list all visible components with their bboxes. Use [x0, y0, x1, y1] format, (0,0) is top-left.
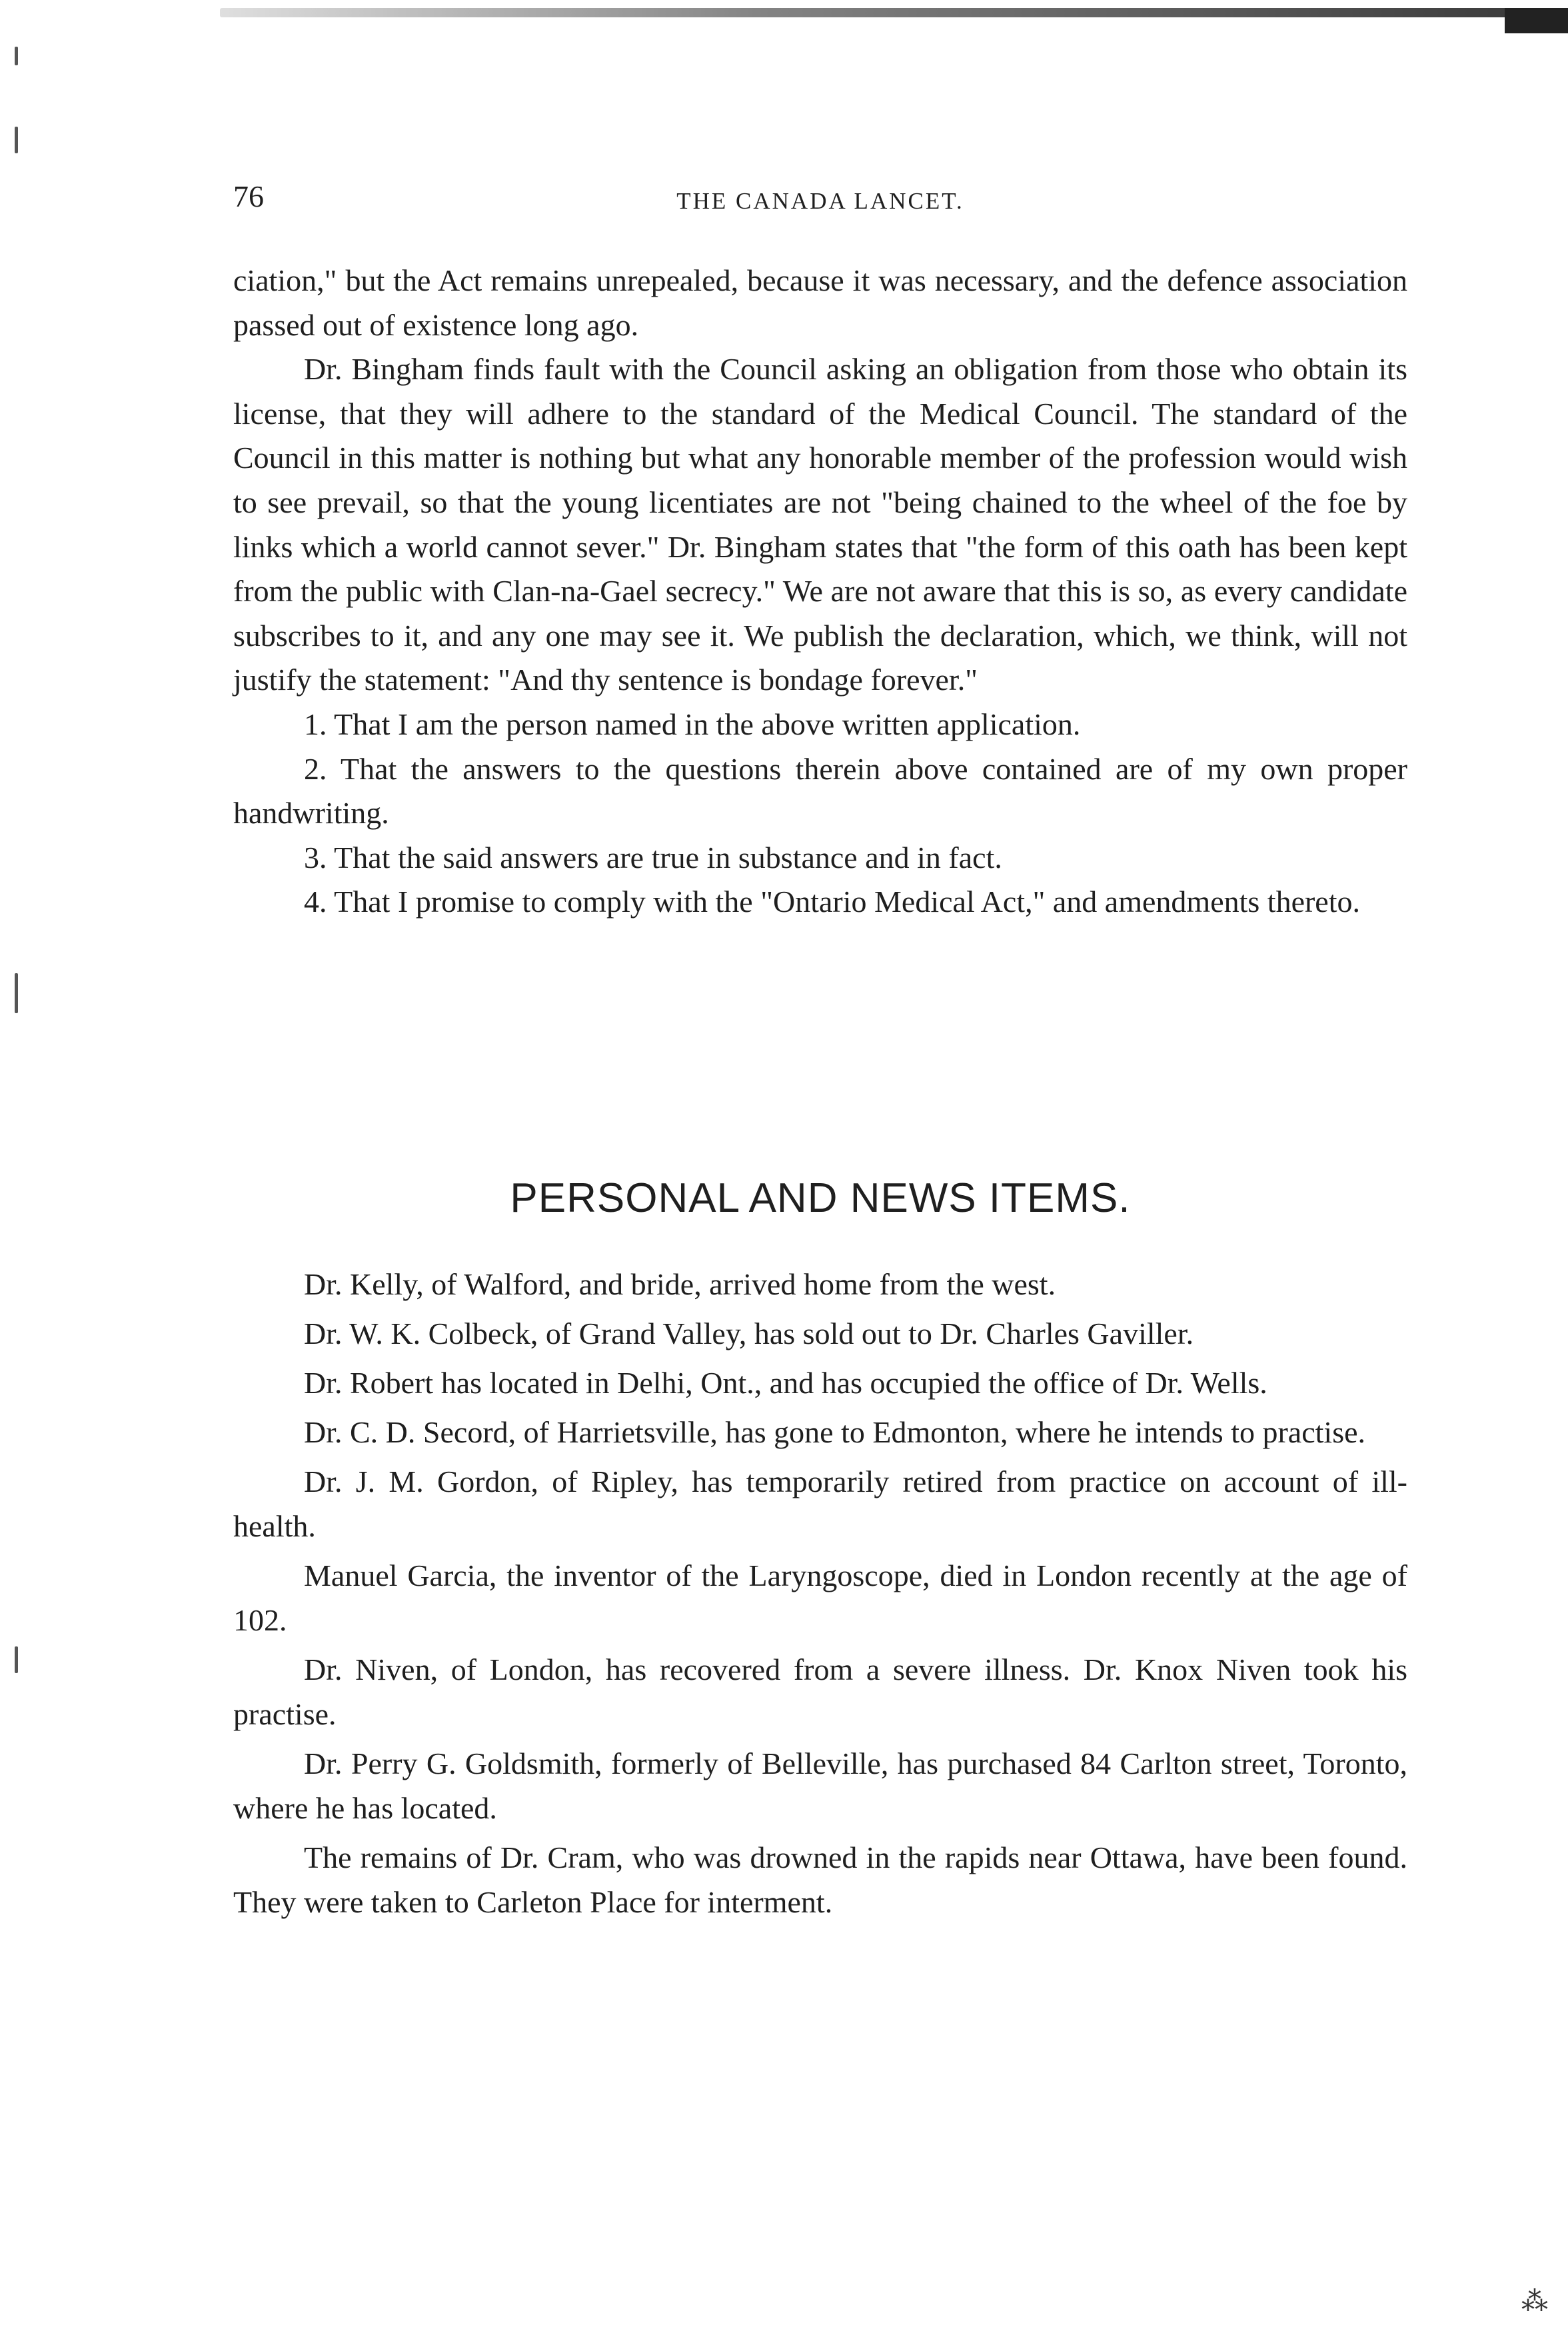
- article-body: [233, 259, 1407, 925]
- news-item: The remains of Dr. Cram, who was drowned in the rapids near Ottawa, have been found. They were taken to Carleton Place for interment.: [233, 1840, 1407, 1919]
- news-item: Manuel Garcia, the inventor of the Laryngoscope, died in London recently at the age of 102.: [233, 1558, 1407, 1637]
- news-item: Dr. C. D. Secord, of Harrietsville, has gone to Edmonton, where he intends to practise.: [304, 1415, 1366, 1449]
- scan-edge-rule: [220, 8, 1568, 17]
- margin-speckle: [15, 973, 18, 1013]
- scan-edge-block: [1505, 8, 1568, 33]
- news-item: Dr. Niven, of London, has recovered from a severe illness. Dr. Knox Niven took his practise.: [233, 1652, 1407, 1731]
- news-item: Dr. Robert has located in Delhi, Ont., and has occupied the office of Dr. Wells.: [304, 1366, 1267, 1400]
- declaration-item: 2. That the answers to the questions therein above contained are of my own proper handwriting.: [233, 751, 1407, 831]
- news-item: Dr. J. M. Gordon, of Ripley, has temporarily retired from practice on account of ill-health.: [233, 1464, 1407, 1543]
- news-items: [233, 1262, 1407, 1929]
- page-header: [233, 179, 1407, 225]
- page-number: 76: [233, 179, 264, 213]
- news-item: Dr. W. K. Colbeck, of Grand Valley, has sold out to Dr. Charles Gaviller.: [304, 1316, 1194, 1350]
- scan-corner-mark: ⁂: [1521, 2286, 1548, 2316]
- news-item: Dr. Kelly, of Walford, and bride, arrived home from the west.: [304, 1267, 1056, 1301]
- margin-speckle: [15, 127, 18, 153]
- declaration-item: 4. That I promise to comply with the "Ontario Medical Act," and amendments thereto.: [304, 885, 1361, 919]
- body-paragraph: Dr. Bingham finds fault with the Council asking an obligation from those who obtain its license, that they will adhere to the standard of the Medical Council. The standard of the Council in this matter is nothing but what any honorable member of the profession would wish to see prevail, so that the young licentiates are not "being chained to the wheel of the foe by links which a world cannot sever." Dr. Bingham states that "the form of this oath has been kept from the public with Clan-na-Gael secrecy." We are not aware that this is so, as every candidate subscribes to it, and any one may see it. We publish the declaration, which, we think, will not justify the statement: "And thy sentence is bondage forever.": [233, 352, 1407, 697]
- declaration-item: 1. That I am the person named in the above written application.: [304, 707, 1081, 741]
- margin-speckle: [15, 47, 18, 65]
- body-paragraph: ciation," but the Act remains unrepealed, because it was necessary, and the defence association passed out of existence long ago.: [233, 263, 1407, 342]
- declaration-item: 3. That the said answers are true in substance and in fact.: [304, 840, 1002, 875]
- margin-speckle: [15, 1646, 18, 1673]
- running-head: THE CANADA LANCET.: [676, 188, 964, 214]
- news-item: Dr. Perry G. Goldsmith, formerly of Belleville, has purchased 84 Carlton street, Toronto, where he has located.: [233, 1746, 1407, 1825]
- section-heading: PERSONAL AND NEWS ITEMS.: [510, 1175, 1131, 1221]
